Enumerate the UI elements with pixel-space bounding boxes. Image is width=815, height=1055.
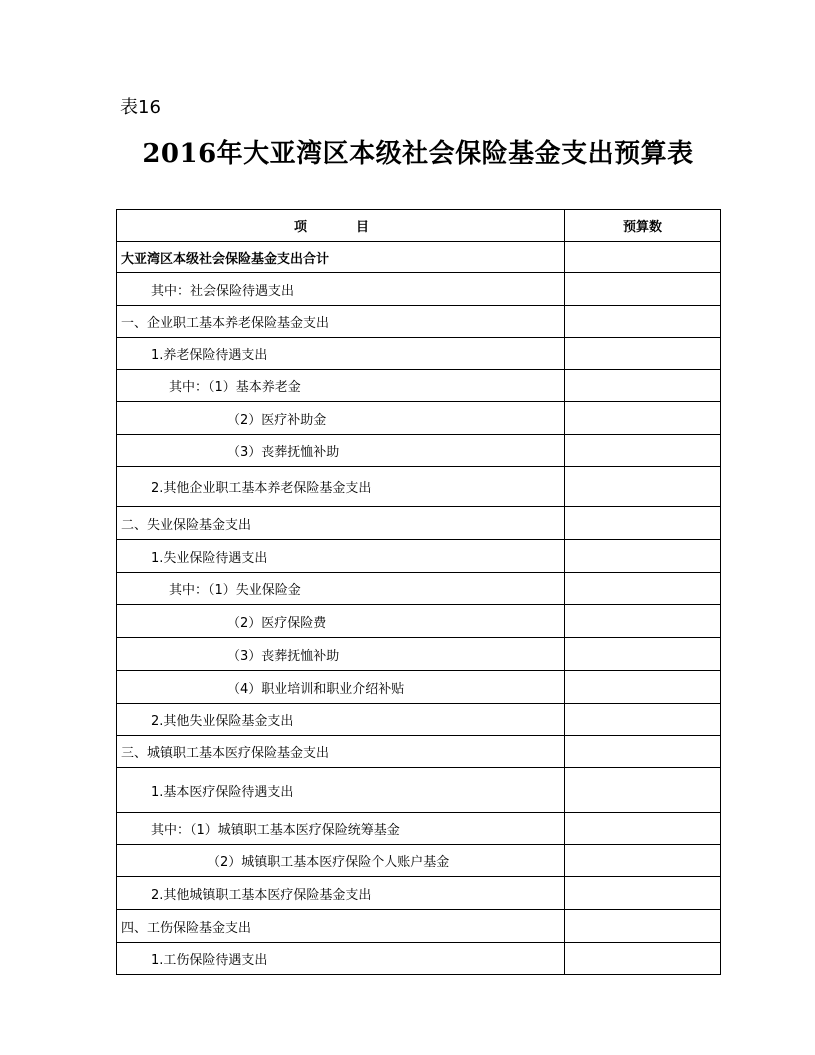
table-row bbox=[117, 704, 721, 736]
row-item-label: 2.其他企业职工基本养老保险基金支出 bbox=[117, 467, 565, 507]
row-budget-value bbox=[565, 507, 721, 540]
table-number-label: 表16 bbox=[120, 97, 161, 118]
column-header-item: 项 目 bbox=[117, 210, 565, 242]
row-budget-value bbox=[565, 910, 721, 943]
row-budget-value bbox=[565, 467, 721, 507]
table-row bbox=[117, 306, 721, 338]
table-header-row bbox=[117, 210, 721, 242]
page-title: 2016年大亚湾区本级社会保险基金支出预算表 bbox=[142, 139, 694, 169]
row-budget-value bbox=[565, 573, 721, 605]
row-item-label: （3）丧葬抚恤补助 bbox=[117, 638, 565, 671]
table-row bbox=[117, 638, 721, 671]
table-row bbox=[117, 813, 721, 845]
table-row bbox=[117, 507, 721, 540]
row-item-label: 四、工伤保险基金支出 bbox=[117, 910, 565, 943]
row-budget-value bbox=[565, 736, 721, 768]
table-row bbox=[117, 338, 721, 370]
table-row bbox=[117, 540, 721, 573]
row-item-label: （2）医疗保险费 bbox=[117, 605, 565, 638]
table-row bbox=[117, 242, 721, 273]
table-row bbox=[117, 435, 721, 467]
row-budget-value bbox=[565, 273, 721, 306]
row-budget-value bbox=[565, 638, 721, 671]
row-item-label: （2）医疗补助金 bbox=[117, 402, 565, 435]
budget-table bbox=[116, 209, 721, 975]
row-item-label: 其中：（1）失业保险金 bbox=[117, 573, 565, 605]
row-item-label: （4）职业培训和职业介绍补贴 bbox=[117, 671, 565, 704]
row-item-label: （2）城镇职工基本医疗保险个人账户基金 bbox=[117, 845, 565, 877]
row-budget-value bbox=[565, 605, 721, 638]
row-item-label: 1.基本医疗保险待遇支出 bbox=[117, 768, 565, 813]
table-row bbox=[117, 943, 721, 975]
row-item-label: 大亚湾区本级社会保险基金支出合计 bbox=[117, 242, 565, 273]
table-row bbox=[117, 273, 721, 306]
table-row bbox=[117, 370, 721, 402]
table-row bbox=[117, 845, 721, 877]
row-item-label: 1.工伤保险待遇支出 bbox=[117, 943, 565, 975]
row-item-label: 2.其他城镇职工基本医疗保险基金支出 bbox=[117, 877, 565, 910]
row-item-label: （3）丧葬抚恤补助 bbox=[117, 435, 565, 467]
row-item-label: 其中：社会保险待遇支出 bbox=[117, 273, 565, 306]
table-row bbox=[117, 877, 721, 910]
table-row bbox=[117, 671, 721, 704]
row-budget-value bbox=[565, 435, 721, 467]
row-budget-value bbox=[565, 370, 721, 402]
row-item-label: 其中：（1）基本养老金 bbox=[117, 370, 565, 402]
row-item-label: 二、失业保险基金支出 bbox=[117, 507, 565, 540]
row-budget-value bbox=[565, 242, 721, 273]
column-header-budget: 预算数 bbox=[565, 210, 721, 242]
row-budget-value bbox=[565, 943, 721, 975]
table-row bbox=[117, 402, 721, 435]
row-budget-value bbox=[565, 845, 721, 877]
table-row bbox=[117, 573, 721, 605]
row-budget-value bbox=[565, 338, 721, 370]
table-row bbox=[117, 605, 721, 638]
table-row bbox=[117, 910, 721, 943]
row-item-label: 1.失业保险待遇支出 bbox=[117, 540, 565, 573]
row-budget-value bbox=[565, 402, 721, 435]
row-budget-value bbox=[565, 704, 721, 736]
row-budget-value bbox=[565, 768, 721, 813]
row-item-label: 一、企业职工基本养老保险基金支出 bbox=[117, 306, 565, 338]
row-budget-value bbox=[565, 813, 721, 845]
row-item-label: 1.养老保险待遇支出 bbox=[117, 338, 565, 370]
table-row bbox=[117, 768, 721, 813]
row-budget-value bbox=[565, 877, 721, 910]
table-row bbox=[117, 736, 721, 768]
row-item-label: 2.其他失业保险基金支出 bbox=[117, 704, 565, 736]
row-item-label: 三、城镇职工基本医疗保险基金支出 bbox=[117, 736, 565, 768]
row-budget-value bbox=[565, 306, 721, 338]
row-item-label: 其中：（1）城镇职工基本医疗保险统筹基金 bbox=[117, 813, 565, 845]
table-row bbox=[117, 467, 721, 507]
row-budget-value bbox=[565, 540, 721, 573]
row-budget-value bbox=[565, 671, 721, 704]
